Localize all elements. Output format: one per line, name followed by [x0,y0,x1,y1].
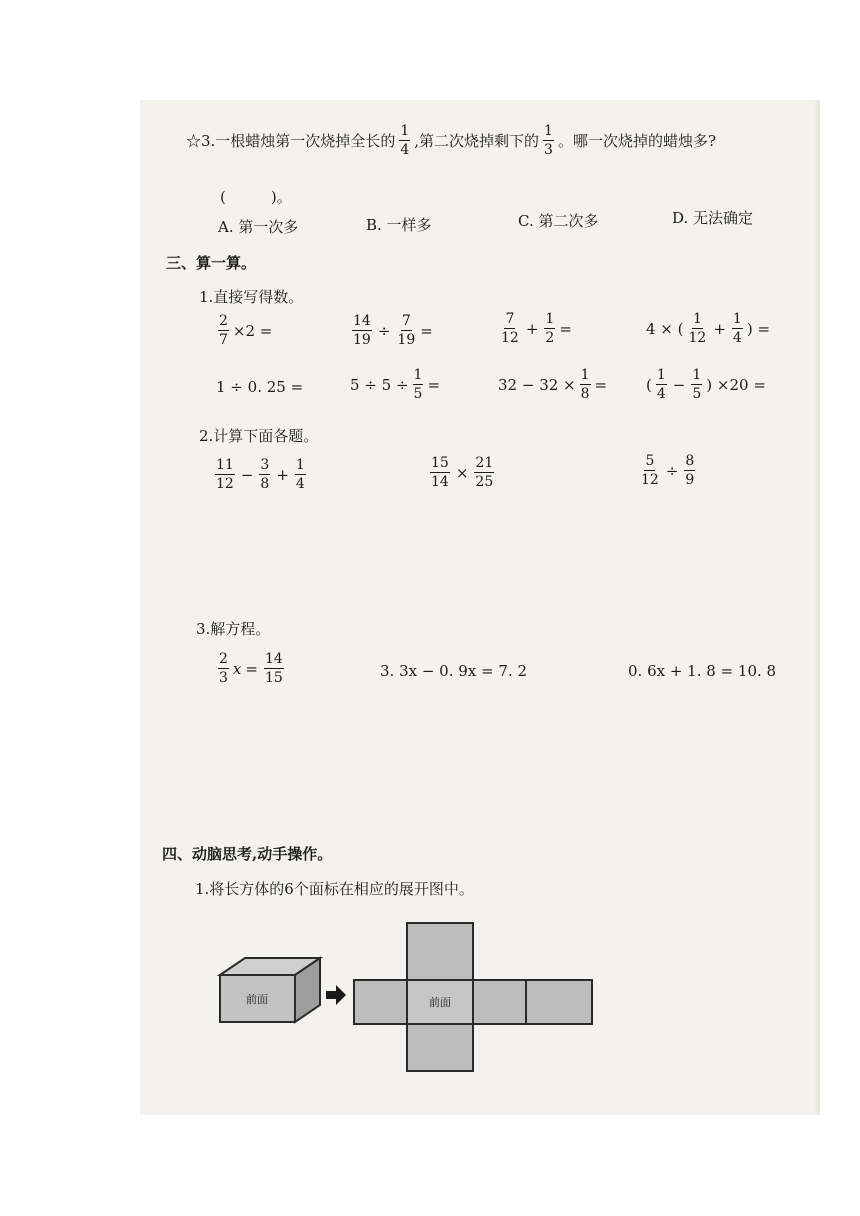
right-arrow-icon [326,985,346,1005]
fraction-denominator: 5 [692,386,702,402]
fraction-denominator: 3 [219,670,228,686]
fraction-denominator: 12 [641,472,659,488]
fraction-denominator: 4 [732,330,742,346]
fraction-denominator: 4 [400,142,410,158]
fraction-denominator: 15 [264,670,283,686]
section-3-title: 三、算一算。 [166,254,257,272]
fraction-numerator: 1 [544,123,553,139]
expr-1-3 [498,312,572,345]
fraction-numerator: 1 [692,311,702,327]
fraction [474,456,494,489]
unfolded-net [354,923,592,1071]
expr-tail: ) = [746,319,771,338]
fraction-numerator: 15 [431,455,449,471]
fraction-denominator: 12 [688,330,707,346]
fraction-numerator: 1 [732,311,742,327]
fraction-numerator: 7 [505,311,515,327]
q3-option-c: C. 第二次多 [518,212,599,230]
net-face-back [526,980,592,1024]
expr-tail: = [420,321,433,340]
part-2-title: 2.计算下面各题。 [199,427,319,445]
calc-expr-3 [638,454,697,487]
fraction-numerator: 1 [580,367,590,383]
expr-text: 1 ÷ 0. 25 = [216,378,304,396]
fraction-numerator: 2 [219,313,228,329]
section-4-title: 四、动脑思考,动手操作。 [162,845,333,863]
fraction [413,368,424,401]
q3-fraction-2 [543,124,554,157]
fraction-denominator: 25 [475,474,494,490]
q3-stem [186,124,716,157]
fraction-numerator: 1 [295,457,305,473]
cuboid [220,958,320,1022]
operator: ÷ [665,461,679,480]
operator: = [245,659,258,678]
fraction [544,312,555,345]
net-face-right [473,980,526,1024]
fraction-denominator: 2 [545,330,555,346]
operator: + [525,319,539,338]
fraction [352,314,372,347]
part-1-title: 1.直接写得数。 [199,288,304,306]
fraction [640,454,660,487]
expr-2-3 [498,368,607,401]
expr-tail: = [427,375,441,394]
fraction-numerator: 5 [645,453,655,469]
fraction-denominator: 19 [353,332,371,348]
fraction [688,312,708,345]
operator: ÷ [377,321,391,340]
operator: × [455,463,469,482]
fraction-numerator: 1 [656,367,666,383]
expr-lead: ( [646,375,652,394]
fraction-numerator: 11 [216,457,234,473]
fraction-numerator: 14 [353,313,371,329]
operator: − [672,375,686,394]
fraction-denominator: 8 [260,476,270,492]
expr-2-2 [350,368,440,401]
fraction-denominator: 4 [295,476,305,492]
fraction-numerator: 1 [692,367,702,383]
part-3-title: 3.解方程。 [196,620,271,638]
variable: x [232,659,242,678]
fraction-numerator: 8 [685,453,695,469]
fraction [684,454,695,487]
fraction-numerator: 1 [413,367,423,383]
fraction [691,368,702,401]
q3-stem-middle: ,第二次烧掉剩下的 [414,132,540,150]
expr-tail: ×2 = [232,321,273,340]
expr-lead: 4 × ( [646,319,684,338]
expr-2-1 [216,378,303,396]
fraction-numerator: 21 [475,455,494,471]
fraction [580,368,591,401]
equation-3 [628,662,776,680]
fraction [218,314,229,347]
fraction-denominator: 12 [501,330,519,346]
fraction-numerator: 14 [264,651,283,667]
net-front-label: 前面 [429,996,451,1009]
fraction-numerator: 7 [401,313,411,329]
fraction-denominator: 9 [685,472,695,488]
equation-text: 0. 6x + 1. 8 = 10. 8 [628,662,777,680]
fraction-denominator: 12 [216,476,234,492]
expr-1-1 [216,314,272,347]
operator: + [276,465,289,484]
expr-tail: ) ×20 = [706,375,766,394]
fraction [215,458,235,491]
operator: + [713,319,726,338]
cuboid-front-label: 前面 [246,993,268,1006]
fraction-denominator: 14 [431,474,449,490]
q3-option-d: D. 无法确定 [672,209,754,227]
cuboid-net-diagram [210,915,610,1080]
fraction [264,652,284,685]
fraction-numerator: 1 [400,123,410,139]
expr-1-4 [646,312,770,345]
expr-1-2 [350,314,433,347]
fraction [259,458,270,491]
fraction [430,456,450,489]
fraction-denominator: 7 [219,332,228,348]
net-face-top [407,923,473,980]
fraction-numerator: 1 [545,311,555,327]
q3-answer-blank: ( )。 [220,188,292,206]
fraction-denominator: 4 [656,386,666,402]
fraction-numerator: 2 [219,651,228,667]
expr-tail: = [559,319,572,338]
q3-option-a: A. 第一次多 [218,218,299,236]
fraction-denominator: 3 [544,142,553,158]
operator: − [240,465,254,484]
fraction [396,314,416,347]
expr-lead: 32 − 32 × [498,375,576,394]
calc-expr-1 [213,458,308,491]
q3-option-b: B. 一样多 [366,216,432,234]
equation-1 [216,652,286,685]
expr-2-4 [646,368,766,401]
calc-expr-2 [428,456,496,489]
fraction [656,368,667,401]
fraction [732,312,743,345]
fraction-denominator: 8 [580,386,590,402]
expr-tail: = [594,375,608,394]
equation-text: 3. 3x − 0. 9x = 7. 2 [380,662,527,680]
expr-lead: 5 ÷ 5 ÷ [350,375,409,394]
fraction [295,458,306,491]
net-face-left [354,980,407,1024]
q3-stem-suffix: 。哪一次烧掉的蜡烛多? [557,132,716,150]
section-4-part-1-title: 1.将长方体的6个面标在相应的展开图中。 [195,880,474,898]
fraction-numerator: 3 [260,457,270,473]
q3-fraction-1 [399,124,410,157]
net-face-bottom [407,1024,473,1071]
fraction [500,312,520,345]
fraction-denominator: 19 [397,332,416,348]
equation-2 [380,662,527,680]
fraction-denominator: 5 [413,386,423,402]
fraction [218,652,229,685]
q3-stem-prefix: ☆3.一根蜡烛第一次烧掉全长的 [186,132,396,150]
